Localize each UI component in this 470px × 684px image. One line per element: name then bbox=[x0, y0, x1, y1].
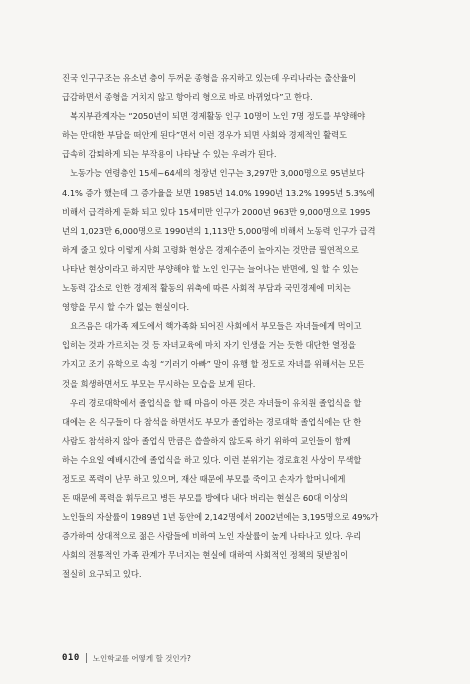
footer-divider bbox=[86, 653, 87, 663]
text-line: 가지고 조기 유학으로 속칭 “기러기 아빠” 말이 유행 할 정도로 자녀를 위해서는 모든 bbox=[62, 359, 365, 370]
text-line: 노인들의 자살률이 1989년 1년 동안에 2,142명에서 2002년에는 3,195명으로 49%가 bbox=[62, 512, 379, 523]
text-line: 절실히 요구되고 있다. bbox=[62, 569, 142, 580]
text-line: 것을 희생하면서도 부모는 무시하는 모습을 보게 된다. bbox=[62, 378, 256, 389]
text-line: 대에는 온 식구들이 다 참석을 하면서도 부모가 졸업하는 경로대학 졸업식에는 단 한 bbox=[62, 416, 362, 427]
text-line: 정도로 폭력이 난무 하고 있으며, 재산 때문에 부모를 죽이고 손자가 할머니에게 bbox=[62, 473, 346, 484]
paragraph-block bbox=[62, 69, 412, 585]
running-title: 노인학교를 어떻게 할 것인가? bbox=[92, 653, 191, 663]
page-number: 010 bbox=[62, 653, 80, 663]
text-line: 비해서 급격하게 둔화 되고 있다 15세미만 인구가 2000년 963만 9,000명으로 1995 bbox=[62, 206, 371, 217]
text-line: 하게 줄고 있다 이렇게 사회 고령화 현상은 경제수준이 높아지는 것만큼 필연적으로 bbox=[62, 244, 359, 255]
text-line: 돈 때문에 폭력을 휘두르고 병든 부모를 방에다 내다 버리는 현실은 60대 이상의 bbox=[62, 493, 348, 504]
text-line: 하는 만대한 부담을 떠안게 된다”면서 이런 경우가 되면 사회와 경제적인 활력도 bbox=[62, 130, 347, 141]
text-line: 나타난 현상이라고 하지만 부양해야 할 노인 인구는 늘어나는 반면에, 일 할 수 있는 bbox=[62, 263, 359, 274]
text-line: 급감하면서 종형을 거치지 않고 항아리 형으로 바로 바뀌었다”고 한다. bbox=[62, 92, 313, 103]
text-line: 영향을 무시 할 수가 없는 현실이다. bbox=[62, 302, 190, 313]
text-line: 요즈음은 대가족 제도에서 핵가족화 되어진 사회에서 부모들은 자녀들에게 먹이고 bbox=[70, 321, 362, 332]
text-line: 진국 인구구조는 유소년 층이 두꺼운 종형을 유지하고 있는데 우리나라는 출산율이 bbox=[62, 73, 357, 83]
page-footer bbox=[62, 650, 191, 666]
text-line: 복지부관계자는 “2050년이 되면 경제활동 인구 10명이 노인 7명 정도를 부양해야 bbox=[70, 111, 366, 122]
text-line: 노동력 감소로 인한 경제적 활동의 위축에 따른 사회적 부담과 국민경제에 미치는 bbox=[62, 283, 351, 294]
text-line: 사회의 전통적인 가족 관계가 무너지는 현실에 대하여 사회적인 정책의 뒷받침이 bbox=[62, 550, 349, 561]
text-line: 년의 1,023만 6,000명으로 1990년의 1,113만 5,000명에 비해서 노동력 인구가 급격 bbox=[62, 225, 376, 236]
text-line: 우리 경로대학에서 졸업식을 할 때 마음이 아픈 것은 자녀들이 유치원 졸업식을 할 bbox=[70, 397, 362, 408]
text-line: 노동가능 연령층인 15세~64세의 청장년 인구는 3,297만 3,000명으로 95년보다 bbox=[70, 168, 365, 179]
text-line: 증가하여 상대적으로 젊은 사람들에 비하여 노인 자살률이 높게 나타나고 있다. 우리 bbox=[62, 531, 362, 542]
text-line: 하는 수요일 예배시간에 졸업식을 하고 있다. 이런 분위기는 경로효친 사상이 무색할 bbox=[62, 454, 362, 465]
text-line: 입히는 것과 가르치는 것 등 자녀교육에 마치 자기 인생을 거는 듯한 대단한 열정을 bbox=[62, 340, 356, 351]
text-line: 사람도 참석하지 않아 졸업식 만큼은 씁쓸하지 않도록 하기 위하여 교인들이 함께 bbox=[62, 435, 351, 446]
text-line: 4.1% 증가 했는데 그 증가율을 보면 1985년 14.0% 1990년 13.2% 1995년 5.3%에 bbox=[62, 187, 375, 198]
text-line: 급속히 감퇴하게 되는 부작용이 나타날 수 있는 우려가 된다. bbox=[62, 149, 277, 160]
body-text bbox=[62, 69, 412, 585]
